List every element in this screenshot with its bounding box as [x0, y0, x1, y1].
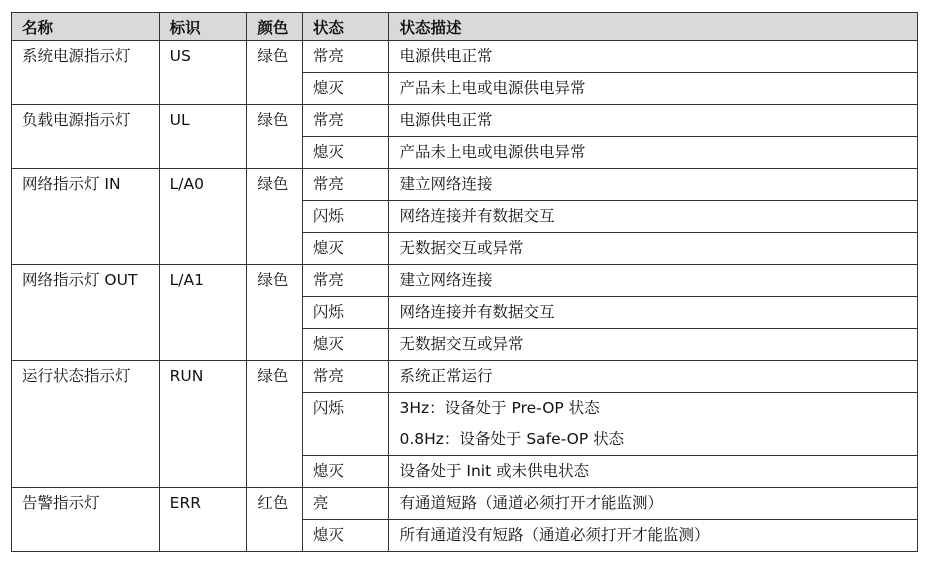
table-row	[12, 169, 918, 201]
cell-name: 告警指示灯	[12, 488, 160, 552]
cell-description: 电源供电正常	[389, 41, 918, 73]
cell-description: 建立网络连接	[389, 265, 918, 297]
cell-state: 常亮	[302, 169, 389, 201]
cell-description: 无数据交互或异常	[389, 233, 918, 265]
cell-state: 熄灭	[302, 73, 389, 105]
table-row	[12, 265, 918, 297]
cell-description: 产品未上电或电源供电异常	[389, 137, 918, 169]
cell-state: 熄灭	[302, 233, 389, 265]
cell-state: 常亮	[302, 361, 389, 393]
cell-color: 绿色	[247, 105, 303, 169]
table-row	[12, 105, 918, 137]
table-row	[12, 361, 918, 393]
cell-state: 常亮	[302, 105, 389, 137]
cell-state: 常亮	[302, 41, 389, 73]
cell-state: 闪烁	[302, 393, 389, 456]
cell-name: 负载电源指示灯	[12, 105, 160, 169]
cell-color: 绿色	[247, 41, 303, 105]
cell-state: 闪烁	[302, 201, 389, 233]
cell-color: 红色	[247, 488, 303, 552]
cell-state: 闪烁	[302, 297, 389, 329]
header-description: 状态描述	[389, 13, 918, 41]
cell-description: 系统正常运行	[389, 361, 918, 393]
cell-description: 无数据交互或异常	[389, 329, 918, 361]
cell-description: 网络连接并有数据交互	[389, 297, 918, 329]
cell-name: 系统电源指示灯	[12, 41, 160, 105]
cell-description: 网络连接并有数据交互	[389, 201, 918, 233]
cell-state: 熄灭	[302, 456, 389, 488]
cell-description: 3Hz：设备处于 Pre-OP 状态	[389, 393, 918, 425]
header-state: 状态	[302, 13, 389, 41]
cell-id: ERR	[159, 488, 247, 552]
cell-id: UL	[159, 105, 247, 169]
cell-name: 运行状态指示灯	[12, 361, 160, 488]
led-indicator-table	[11, 12, 918, 552]
cell-color: 绿色	[247, 265, 303, 361]
cell-description: 产品未上电或电源供电异常	[389, 73, 918, 105]
cell-description: 建立网络连接	[389, 169, 918, 201]
header-name: 名称	[12, 13, 160, 41]
cell-description: 设备处于 Init 或未供电状态	[389, 456, 918, 488]
cell-id: US	[159, 41, 247, 105]
cell-description: 0.8Hz：设备处于 Safe-OP 状态	[389, 424, 918, 456]
table-row	[12, 41, 918, 73]
cell-name: 网络指示灯 IN	[12, 169, 160, 265]
cell-description: 有通道短路（通道必须打开才能监测）	[389, 488, 918, 520]
cell-state: 熄灭	[302, 137, 389, 169]
cell-state: 熄灭	[302, 329, 389, 361]
header-id: 标识	[159, 13, 247, 41]
cell-color: 绿色	[247, 169, 303, 265]
cell-color: 绿色	[247, 361, 303, 488]
cell-description: 所有通道没有短路（通道必须打开才能监测）	[389, 520, 918, 552]
cell-state: 熄灭	[302, 520, 389, 552]
table-row	[12, 488, 918, 520]
cell-state: 常亮	[302, 265, 389, 297]
cell-id: RUN	[159, 361, 247, 488]
cell-name: 网络指示灯 OUT	[12, 265, 160, 361]
cell-description: 电源供电正常	[389, 105, 918, 137]
cell-id: L/A0	[159, 169, 247, 265]
header-color: 颜色	[247, 13, 303, 41]
cell-id: L/A1	[159, 265, 247, 361]
header-row	[12, 13, 918, 41]
cell-state: 亮	[302, 488, 389, 520]
